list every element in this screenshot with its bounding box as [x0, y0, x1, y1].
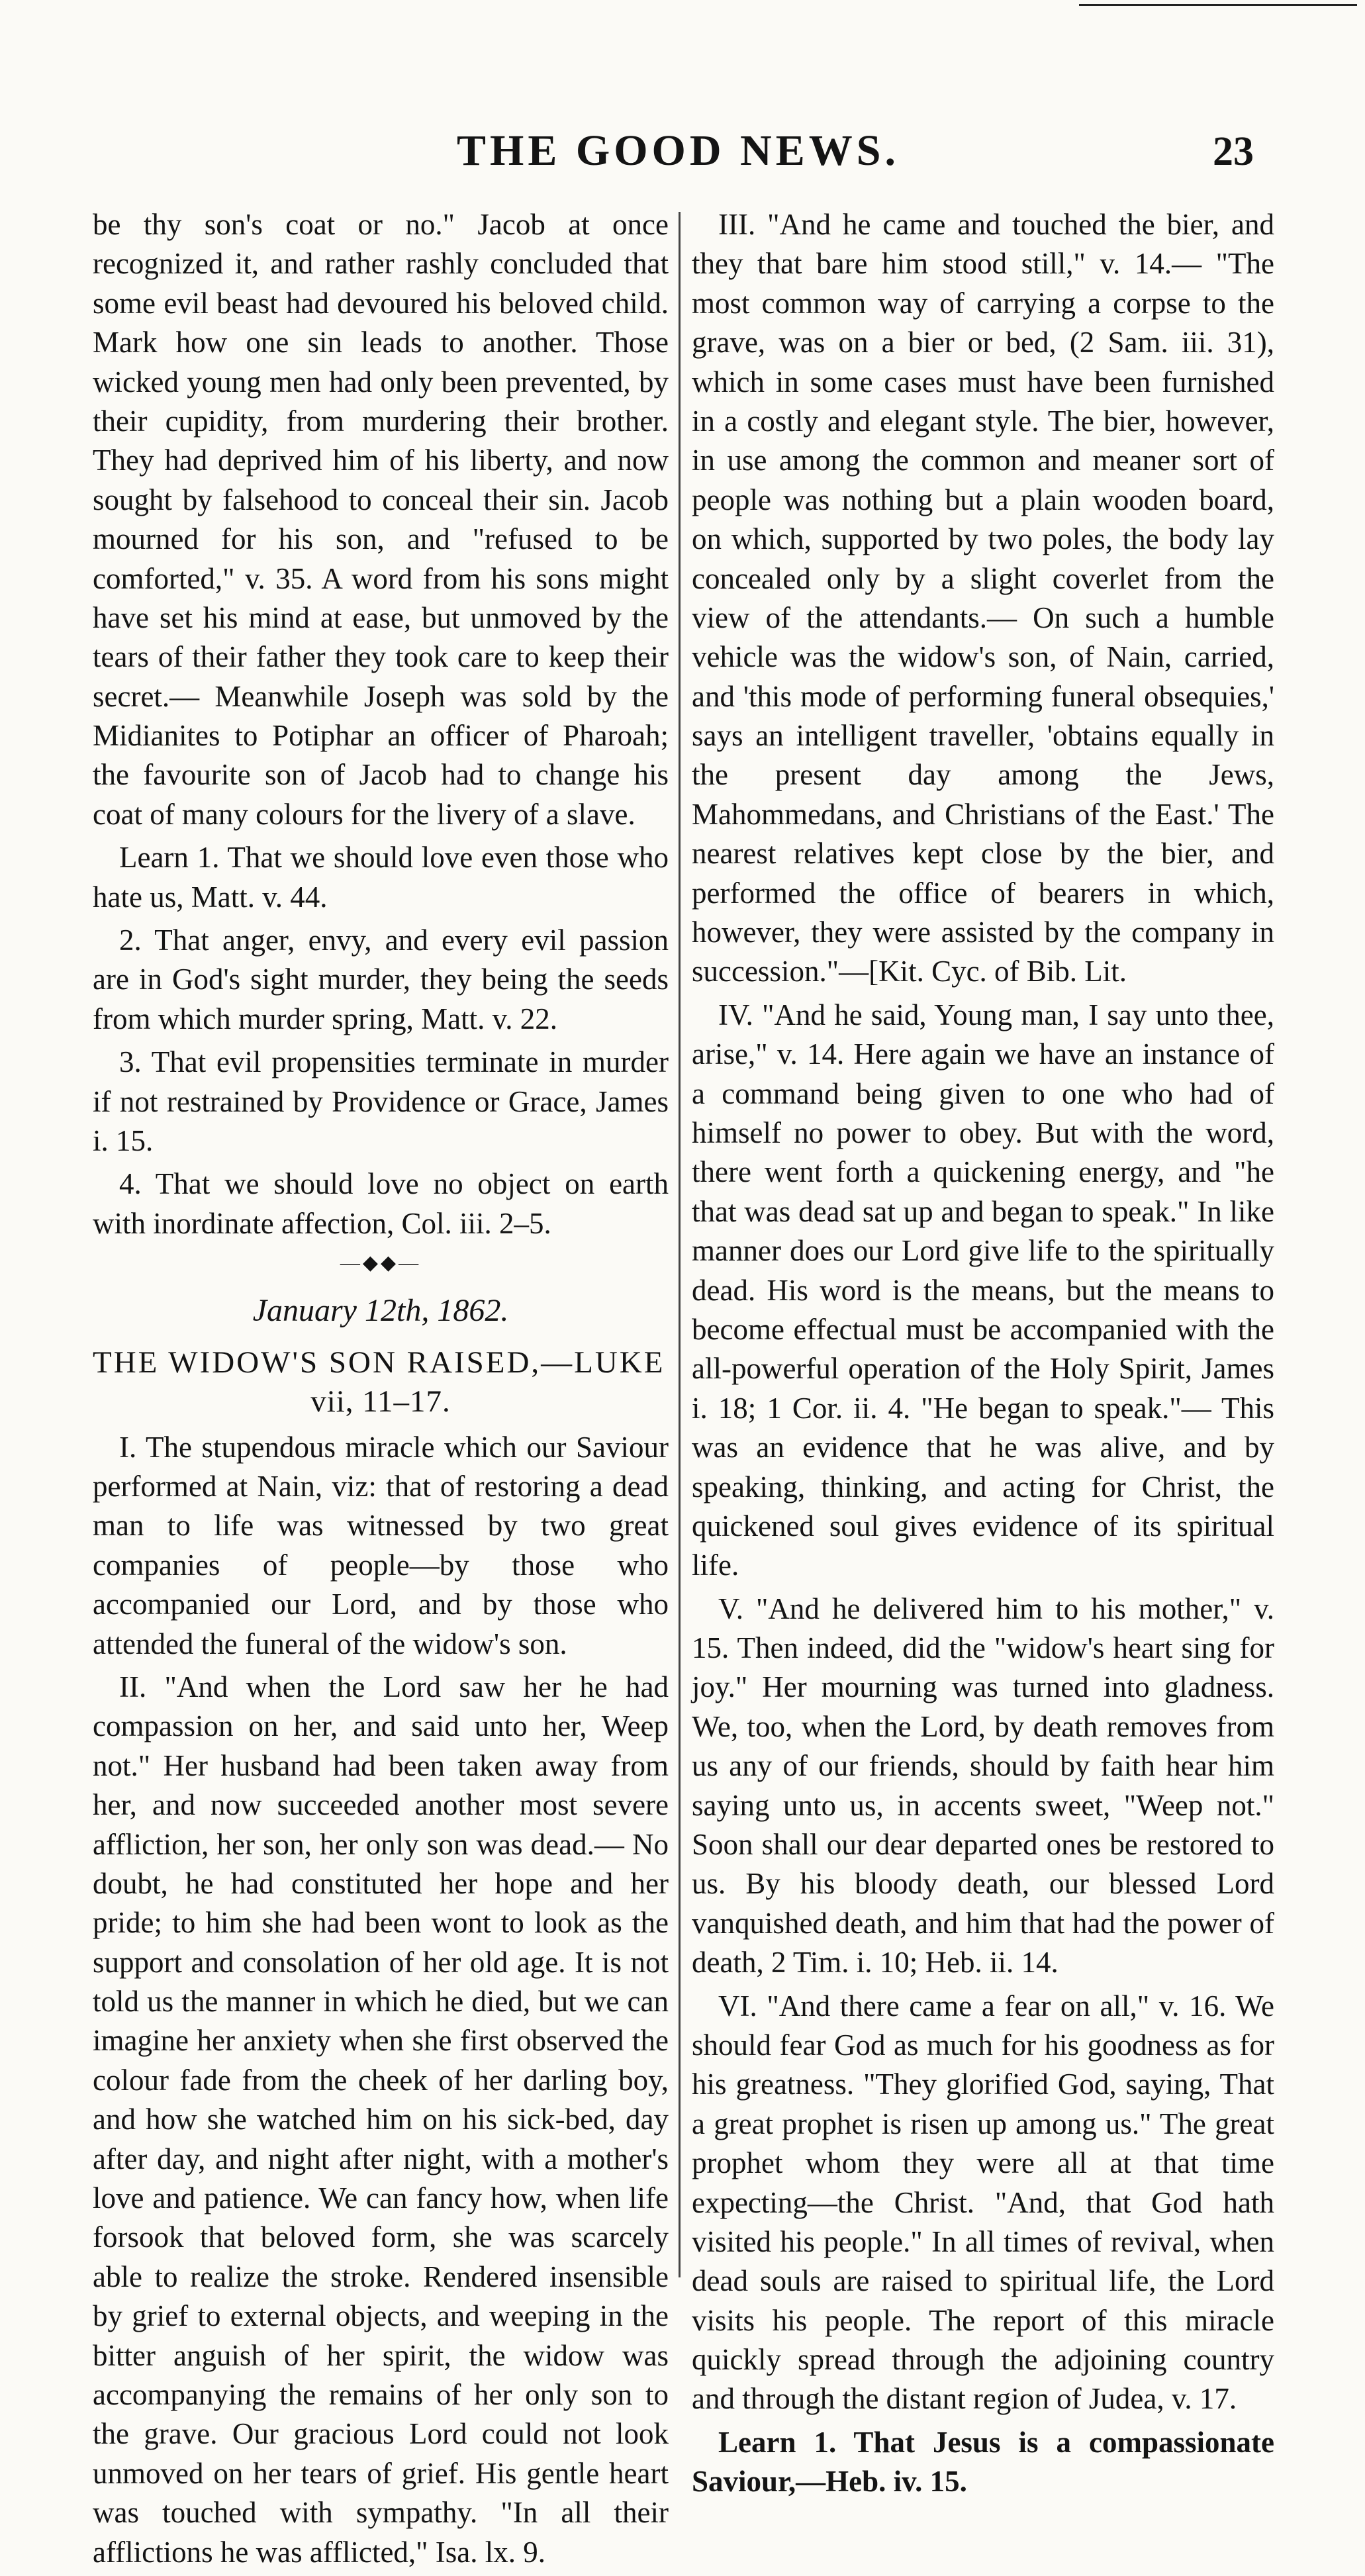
right-column — [692, 205, 1274, 2506]
left-column — [93, 205, 669, 2576]
paragraph: VI. "And there came a fear on all," v. 16. We should fear God as much for his goodness as for his greatness. "They glorified God, saying, That a great prophet is risen up among us." The great prophet whom they were all at that time expecting—the Christ. "And, that God hath visited his people." In all times of revival, when dead souls are raised to spiritual life, the Lord visits his people. The report of this miracle quickly spread through the adjoining country and through the distant region of Judea, v. 17. — [692, 1989, 1274, 2416]
paragraph: III. "And he came and touched the bier, and they that bare him stood still," v. 14.— "The most common way of carrying a corpse to the grave, was on a bier or bed, (2 Sam. iii. 31), which in some cases must have been furnished in a costly and elegant style. The bier, however, in use among the common and meaner sort of people was nothing but a plain wooden board, on which, supported by two poles, the body lay concealed only by a slight coverlet from the view of the attendants.— On such a humble vehicle was the widow's son, of Nain, carried, and 'this mode of performing funeral obsequies,' says an intelligent traveller, 'obtains equally in the present day among the Jews, Mahommedans, and Christians of the East.' The nearest relatives kept close by the bier, and performed the office of bearers in which, however, they were assisted by the company in succession."—[Kit. Cyc. of Bib. Lit. — [692, 208, 1274, 988]
page-number: 23 — [1213, 129, 1254, 174]
paragraph: V. "And he delivered him to his mother," v. 15. Then indeed, did the "widow's heart sing for joy." Her mourning was turned into gladness. We, too, when the Lord, by death removes from us any of our friends, should by faith hear him saying unto us, in accents sweet, "Weep not." Soon shall our dear departed ones be restored to us. By his bloody death, our blessed Lord vanquished death, and him that had the power of death, 2 Tim. i. 10; Heb. ii. 14. — [692, 1592, 1274, 1980]
learn-point: 4. That we should love no object on earth with inordinate affection, Col. iii. 2–5. — [93, 1167, 669, 1240]
learn-point: 2. That anger, envy, and every evil passion are in God's sight murder, they being the seeds from which murder spring, Matt. v. 22. — [93, 924, 669, 1035]
section-ornament: —◆◆— — [340, 1252, 422, 1274]
column-divider — [679, 212, 681, 2277]
top-rule — [1079, 4, 1357, 6]
section-title: THE WIDOW'S SON RAISED,—LUKE — [93, 1345, 665, 1380]
paragraph: II. "And when the Lord saw her he had compassion on her, and said unto her, Weep not." Her husband had been taken away from her, and now succeeded another most severe affliction, her son, her only son was dead.— No doubt, he had constituted her hope and her pride; to him she had been wont to look as the support and consolation of her old age. It is not told us the manner in which he died, but we can imagine her anxiety when she first observed the colour fade from the cheek of her darling boy, and how she watched him on his sick-bed, day after day, and night after night, with a mother's love and patience. We can fancy how, when life forsook that beloved form, she was scarcely able to realize the stroke. Rendered insensible by grief to external objects, and weeping in the bitter anguish of her spirit, the widow was accompanying the remains of her only son to the grave. Our gracious Lord could not look unmoved on her tears of grief. His gentle heart was touched with sympathy. "In all their afflictions he was afflicted," Isa. lx. 9. — [93, 1670, 669, 2569]
paragraph: IV. "And he said, Young man, I say unto thee, arise," v. 14. Here again we have an instance of a command being given to one who had of himself no power to obey. But with the word, there went forth a quickening energy, and "he that was dead sat up and began to speak." In like manner does our Lord give life to the spiritually dead. His word is the means, but the means to become effectual must be accompanied with the all-powerful operation of the Holy Spirit, James i. 18; 1 Cor. ii. 4. "He began to speak."— This was an evidence that he was alive, and by speaking, thinking, and acting for Christ, the quickened soul gives evidence of its spiritual life. — [692, 998, 1274, 1582]
learn-point: Learn 1. That Jesus is a compassionate Saviour,—Heb. iv. 15. — [692, 2425, 1274, 2499]
paragraph: be thy son's coat or no." Jacob at once recognized it, and rather rashly concluded that some evil beast had devoured his beloved child. Mark how one sin leads to another. Those wicked young men had only been prevented, by their cupidity, from murdering their brother. They had deprived him of his liberty, and now sought by falsehood to conceal their sin. Jacob mourned for his son, and "refused to be comforted," v. 35. A word from his sons might have set his mind at ease, but unmoved by the tears of their father they took care to keep their secret.— Meanwhile Joseph was sold by the Midianites to Potiphar an officer of Pharoah; the favourite son of Jacob had to change his coat of many colours for the livery of a slave. — [93, 208, 669, 831]
section-heading — [93, 1343, 669, 1421]
section-reference: vii, 11–17. — [310, 1384, 451, 1419]
running-title: THE GOOD NEWS. — [457, 126, 900, 175]
learn-point: 3. That evil propensities terminate in murder if not restrained by Providence or Grace, James i. 15. — [93, 1045, 669, 1157]
paragraph: I. The stupendous miracle which our Saviour performed at Nain, viz: that of restoring a dead man to life was witnessed by two great companies of people—by those who accompanied our Lord, and by those who attended the funeral of the widow's son. — [93, 1430, 669, 1660]
page-header — [0, 99, 1365, 179]
lesson-date: January 12th, 1862. — [252, 1292, 509, 1328]
learn-point: Learn 1. That we should love even those who hate us, Matt. v. 44. — [93, 841, 669, 914]
